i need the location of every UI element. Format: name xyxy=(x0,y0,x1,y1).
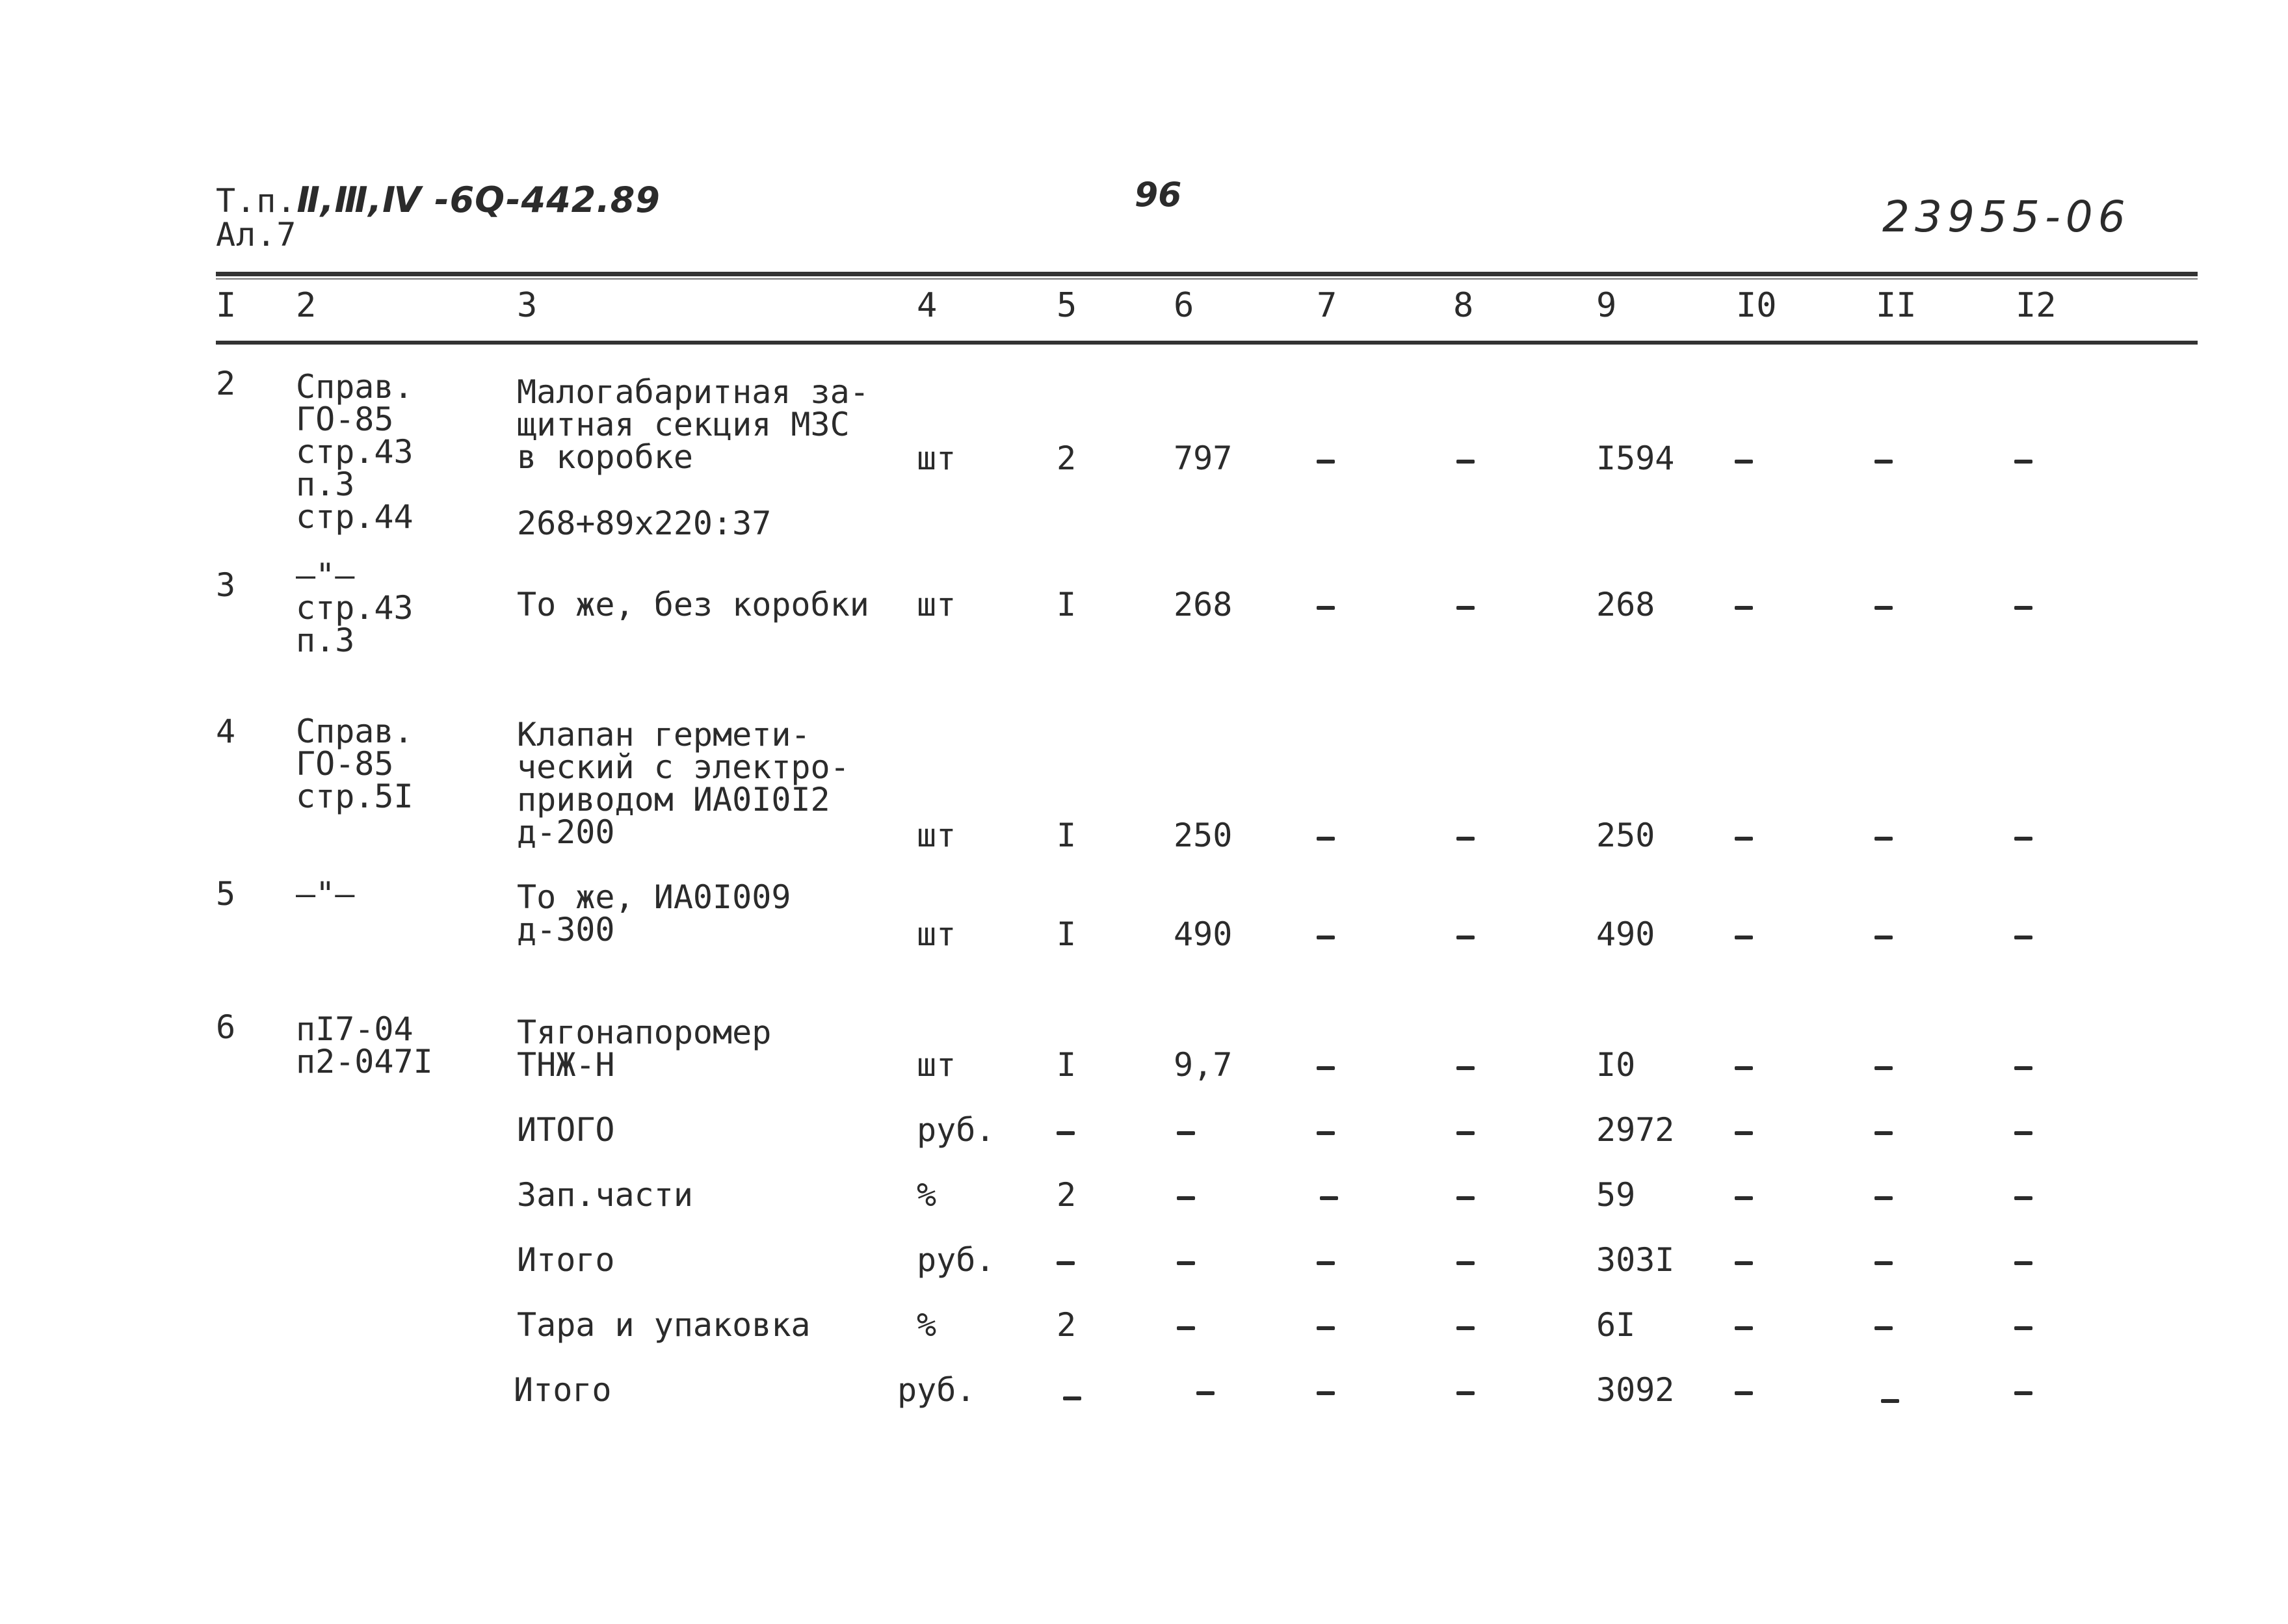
dash-mark xyxy=(1456,837,1475,841)
dash-mark xyxy=(1456,1131,1475,1135)
album-label: Ал.7 xyxy=(216,216,297,254)
dash-mark xyxy=(2014,1131,2032,1135)
column-header: 9 xyxy=(1596,286,1617,325)
dash-mark xyxy=(1874,1066,1893,1070)
dash-mark xyxy=(1874,1261,1893,1265)
dash-mark xyxy=(1063,1396,1081,1400)
total: I0 xyxy=(1596,1046,1636,1084)
dash-mark xyxy=(1320,1196,1338,1200)
dash-mark xyxy=(1317,1066,1335,1070)
project-prefix: Т.п. xyxy=(216,182,297,220)
dash-mark xyxy=(1317,1131,1335,1135)
dash-mark xyxy=(2014,837,2032,841)
dash-mark xyxy=(2014,460,2032,464)
dash-mark xyxy=(1456,1391,1475,1395)
qty: 2 xyxy=(1057,1176,1077,1214)
total: 490 xyxy=(1596,915,1655,953)
dash-mark xyxy=(1735,606,1753,610)
total: 250 xyxy=(1596,817,1655,854)
qty: I xyxy=(1057,586,1077,623)
dash-mark xyxy=(1317,936,1335,939)
dash-mark xyxy=(1735,1066,1753,1070)
unit: шт xyxy=(917,439,956,477)
column-header: 4 xyxy=(917,286,938,325)
dash-mark xyxy=(2014,1326,2032,1330)
column-header: 6 xyxy=(1174,286,1194,325)
row-number: 6 xyxy=(216,1008,236,1046)
dash-mark xyxy=(2014,1066,2032,1070)
dash-mark xyxy=(1874,606,1893,610)
dash-mark xyxy=(1317,1391,1335,1395)
dash-mark xyxy=(1317,1261,1335,1265)
column-header: I2 xyxy=(2016,286,2057,325)
qty: I xyxy=(1057,915,1077,953)
item-name: Малогабаритная за- щитная секция МЗС в коробке xyxy=(517,373,869,476)
dash-mark xyxy=(1177,1261,1195,1265)
dash-mark xyxy=(1874,1131,1893,1135)
price: 268 xyxy=(1174,586,1233,623)
dash-mark xyxy=(1456,1326,1475,1330)
dash-mark xyxy=(2014,1261,2032,1265)
summary-label: Зап.части xyxy=(517,1176,693,1214)
summary-label: Итого xyxy=(514,1371,612,1409)
column-header: II xyxy=(1876,286,1917,325)
dash-mark xyxy=(1735,1391,1753,1395)
item-formula: 268+89х220:37 xyxy=(517,504,772,542)
total: 2972 xyxy=(1596,1111,1675,1149)
item-name: Тягонапоромер ТНЖ-Н xyxy=(517,1014,772,1084)
unit: руб. xyxy=(917,1111,995,1149)
dash-mark xyxy=(1456,1196,1475,1200)
dash-mark xyxy=(1177,1326,1195,1330)
dash-mark xyxy=(1881,1399,1899,1403)
unit: руб. xyxy=(897,1371,976,1409)
qty: I xyxy=(1057,817,1077,854)
qty: 2 xyxy=(1057,1306,1077,1344)
total: 268 xyxy=(1596,586,1655,623)
unit: шт xyxy=(917,586,956,623)
dash-mark xyxy=(1057,1261,1075,1265)
project-code: Ⅱ,Ⅲ,Ⅳ -6Q-442.89 xyxy=(296,179,661,220)
item-name: Клапан гермети- ческий с электро- приводом ИА0I0I2 д-200 xyxy=(517,716,850,851)
column-header: 7 xyxy=(1317,286,1337,325)
row-number: 5 xyxy=(216,875,236,913)
price: 9,7 xyxy=(1174,1046,1233,1084)
dash-mark xyxy=(1735,837,1753,841)
item-name: То же, без коробки xyxy=(517,586,869,623)
dash-mark xyxy=(2014,606,2032,610)
column-header: I0 xyxy=(1736,286,1777,325)
top-rule xyxy=(216,272,2198,276)
row-number: 4 xyxy=(216,713,236,750)
dash-mark xyxy=(1735,1326,1753,1330)
summary-label: Тара и упаковка xyxy=(517,1306,811,1344)
dash-mark xyxy=(1735,1261,1753,1265)
dash-mark xyxy=(1057,1131,1075,1135)
price: 797 xyxy=(1174,439,1233,477)
dash-mark xyxy=(1874,1326,1893,1330)
dash-mark xyxy=(1317,1326,1335,1330)
dash-mark xyxy=(1735,460,1753,464)
dash-mark xyxy=(1456,1066,1475,1070)
total: 303I xyxy=(1596,1241,1675,1279)
dash-mark xyxy=(1735,936,1753,939)
column-header: 3 xyxy=(517,286,538,325)
dash-mark xyxy=(1317,460,1335,464)
dash-mark xyxy=(1317,837,1335,841)
source-ref: Справ. ГО-85 стр.5I xyxy=(296,713,414,815)
dash-mark xyxy=(2014,1196,2032,1200)
project-header xyxy=(216,179,661,254)
dash-mark xyxy=(2014,1391,2032,1395)
summary-label: Итого xyxy=(517,1241,615,1279)
dash-mark xyxy=(2014,936,2032,939)
row-number: 2 xyxy=(216,365,236,402)
qty: I xyxy=(1057,1046,1077,1084)
price: 250 xyxy=(1174,817,1233,854)
dash-mark xyxy=(1456,606,1475,610)
total: 59 xyxy=(1596,1176,1636,1214)
source-ref: пI7-04 п2-047I xyxy=(296,1010,433,1080)
dash-mark xyxy=(1456,1261,1475,1265)
column-header: 8 xyxy=(1453,286,1474,325)
column-header: 2 xyxy=(296,286,317,325)
unit: шт xyxy=(917,817,956,854)
dash-mark xyxy=(1177,1131,1195,1135)
summary-label: ИТОГО xyxy=(517,1111,615,1149)
header-rule xyxy=(216,341,2198,345)
source-ref: Справ. ГО-85 стр.43 п.3 стр.44 xyxy=(296,368,414,536)
dash-mark xyxy=(1874,936,1893,939)
dash-mark xyxy=(1456,936,1475,939)
price: 490 xyxy=(1174,915,1233,953)
row-number: 3 xyxy=(216,566,236,604)
dash-mark xyxy=(1177,1196,1195,1200)
item-name: То же, ИА0I009 д-300 xyxy=(517,878,791,949)
unit: % xyxy=(917,1176,937,1214)
source-ref: –"– xyxy=(296,875,355,913)
dash-mark xyxy=(1874,460,1893,464)
page-number: 96 xyxy=(1135,176,1182,215)
total: 6I xyxy=(1596,1306,1636,1344)
top-rule-thin xyxy=(216,278,2198,280)
doc-number: 23955-06 xyxy=(1882,192,2131,242)
unit: % xyxy=(917,1306,937,1344)
unit: шт xyxy=(917,915,956,953)
dash-mark xyxy=(1874,1196,1893,1200)
dash-mark xyxy=(1196,1391,1215,1395)
dash-mark xyxy=(1317,606,1335,610)
dash-mark xyxy=(1456,460,1475,464)
dash-mark xyxy=(1735,1196,1753,1200)
column-header: 5 xyxy=(1057,286,1077,325)
total: 3092 xyxy=(1596,1371,1675,1409)
column-header: I xyxy=(216,286,237,325)
unit: руб. xyxy=(917,1241,995,1279)
qty: 2 xyxy=(1057,439,1077,477)
source-ref: –"– стр.43 п.3 xyxy=(296,557,414,659)
total: I594 xyxy=(1596,439,1675,477)
unit: шт xyxy=(917,1046,956,1084)
dash-mark xyxy=(1735,1131,1753,1135)
dash-mark xyxy=(1874,837,1893,841)
